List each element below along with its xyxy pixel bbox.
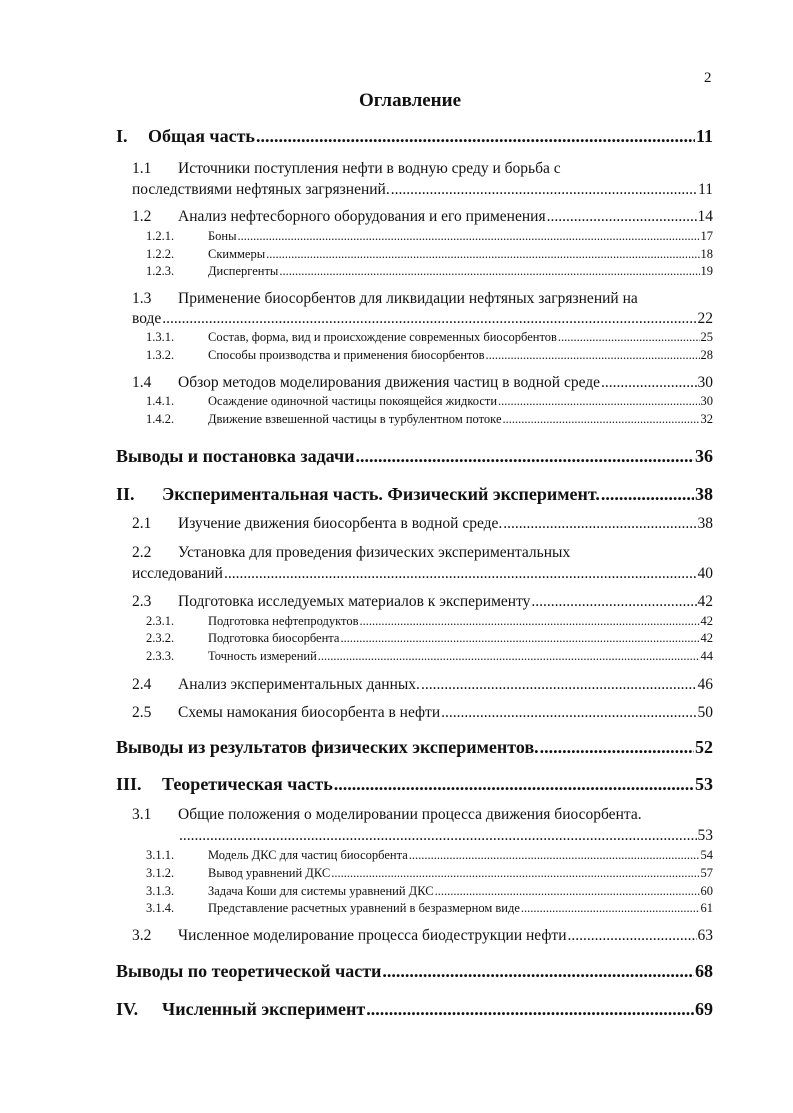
subsection-number: 2.3.2. [146,631,175,645]
subsection-number: 2.3.3. [146,649,175,663]
toc-chapter-1[interactable] [116,126,713,147]
toc-subsection-1-2-2[interactable] [146,247,713,262]
toc-subsection-1-2-3[interactable] [146,264,713,279]
conclusions-label: Выводы по теоретической части [116,961,382,981]
subsection-number: 1.4.2. [146,412,175,426]
toc-conclusions-2[interactable] [116,737,713,758]
subsection-label: Скиммеры [208,247,266,261]
dot-leader [409,848,700,863]
dot-leader [601,374,696,392]
page-ref: 61 [700,901,713,915]
page-ref: 42 [700,631,713,645]
page-ref: 19 [700,264,713,278]
dot-leader [340,631,699,646]
chapter-label: Общая часть [148,126,255,146]
subsection-label: Состав, форма, вид и происхождение современных биосорбентов [208,330,557,344]
conclusions-label: Выводы из результатов физических экспериментов. [116,737,539,757]
subsection-label: Подготовка нефтепродуктов [208,614,359,628]
subsection-label: Представление расчетных уравнений в безразмерном виде [208,901,520,915]
dot-leader [601,484,694,505]
section-number: 2.3 [132,593,152,610]
toc-subsection-1-4-2[interactable] [146,412,713,427]
toc-subsection-2-3-3[interactable] [146,649,713,664]
page-ref: 68 [695,961,713,981]
toc-section-2-3[interactable] [132,593,713,611]
dot-leader [568,927,697,945]
dot-leader [435,884,700,899]
page-ref: 53 [697,827,713,844]
subsection-label: Осаждение одиночной частицы покоящейся жидкости [208,394,498,408]
section-label: Численное моделирование процесса биодеструкции нефти [178,927,567,944]
page-ref: 38 [697,515,713,532]
section-label: Изучение движения биосорбента в водной среде. [178,515,503,532]
toc-subsection-3-1-4[interactable] [146,901,713,916]
chapter-label: Численный эксперимент [162,999,366,1019]
dot-leader [498,394,699,409]
page-ref: 44 [700,649,713,663]
toc-section-3-1-cont[interactable] [178,827,713,845]
page-ref: 54 [700,848,713,862]
toc-section-1-2[interactable] [132,208,713,226]
toc-section-3-2[interactable] [132,927,713,945]
chapter-number: I. [116,126,128,146]
subsection-number: 1.4.1. [146,394,175,408]
toc-subsection-1-3-1[interactable] [146,330,713,345]
toc-section-2-5[interactable] [132,704,713,722]
toc-subsection-2-3-1[interactable] [146,614,713,629]
page-ref: 46 [697,676,713,693]
chapter-label: Экспериментальная часть. Физический эксперимент. [162,484,600,504]
subsection-label: Точность измерений [208,649,317,663]
toc-section-1-4[interactable] [132,374,713,392]
page-ref: 53 [695,774,713,794]
page-ref: 25 [700,330,713,344]
dot-leader [441,704,696,722]
dot-leader [355,446,694,467]
subsection-number: 3.1.3. [146,884,175,898]
page-ref: 36 [695,446,713,466]
toc-chapter-2[interactable] [116,484,713,505]
subsection-number: 2.3.1. [146,614,175,628]
section-label-cont: последствиями нефтяных загрязнений. [132,181,390,198]
subsection-number: 3.1.2. [146,866,175,880]
section-label: Подготовка исследуемых материалов к эксперименту [178,593,531,610]
subsection-label: Задача Коши для системы уравнений ДКС [208,884,434,898]
section-number: 2.5 [132,704,152,721]
toc-chapter-3[interactable] [116,774,713,795]
page-ref: 18 [700,247,713,261]
subsection-label: Диспергенты [208,264,279,278]
toc-section-2-1[interactable] [132,515,713,533]
toc-section-2-4[interactable] [132,676,713,694]
dot-leader [334,774,694,795]
chapter-number: IV. [116,999,139,1019]
toc-subsection-3-1-3[interactable] [146,884,713,899]
dot-leader [256,126,695,147]
section-number: 1.4 [132,374,152,391]
page-ref: 22 [697,310,713,327]
dot-leader [238,229,700,244]
page-ref: 52 [695,737,713,757]
page-ref: 38 [695,484,713,504]
section-number: 1.1 [132,160,152,177]
toc-section-2-2-cont[interactable] [132,565,713,583]
dot-leader [318,649,700,664]
page-ref: 42 [697,593,713,610]
section-number: 2.2 [132,544,152,561]
page-ref: 28 [700,348,713,362]
toc-subsection-3-1-2[interactable] [146,866,713,881]
page-ref: 40 [697,565,713,582]
section-label: Анализ экспериментальных данных. [178,676,420,693]
toc-subsection-1-4-1[interactable] [146,394,713,409]
section-label: Применение биосорбентов для ликвидации нефтяных загрязнений на [178,290,638,307]
subsection-label: Боны [208,229,237,243]
page-ref: 11 [695,126,713,146]
dot-leader [547,208,697,226]
dot-leader [503,515,696,533]
toc-section-2-2[interactable] [132,544,570,562]
section-label: Схемы намокания биосорбента в нефти [178,704,441,721]
chapter-label: Теоретическая часть [162,774,333,794]
dot-leader [224,565,697,583]
page-ref: 57 [700,866,713,880]
dot-leader [391,181,697,199]
toc-section-1-3[interactable] [132,290,638,308]
toc-section-1-1-cont[interactable] [132,181,713,199]
page-ref: 60 [700,884,713,898]
page-number: 2 [704,70,712,86]
section-label-cont: исследований [132,565,223,582]
dot-leader [382,961,694,982]
subsection-label: Движение взвешенной частицы в турбулентном потоке [208,412,502,426]
dot-leader [179,827,697,845]
section-label: Обзор методов моделирования движения частиц в водной среде [178,374,601,391]
dot-leader [486,348,700,363]
section-number: 2.4 [132,676,152,693]
section-number: 3.1 [132,806,152,823]
subsection-number: 1.2.1. [146,229,175,243]
dot-leader [540,737,694,758]
page-ref: 30 [700,394,713,408]
toc-subsection-2-3-2[interactable] [146,631,713,646]
dot-leader [521,901,700,916]
subsection-number: 1.3.1. [146,330,175,344]
subsection-label: Способы производства и применения биосорбентов [208,348,485,362]
toc-chapter-4[interactable] [116,999,713,1020]
dot-leader [359,614,699,629]
subsection-number: 1.2.3. [146,264,175,278]
section-number: 1.2 [132,208,152,225]
dot-leader [366,999,694,1020]
conclusions-label: Выводы и постановка задачи [116,446,355,466]
page-ref: 14 [697,208,713,225]
toc-section-1-1[interactable] [132,160,561,178]
toc-subsection-1-2-1[interactable] [146,229,713,244]
section-number: 1.3 [132,290,152,307]
dot-leader [503,412,700,427]
page-ref: 42 [700,614,713,628]
toc-subsection-1-3-2[interactable] [146,348,713,363]
chapter-number: II. [116,484,135,504]
dot-leader [279,264,699,279]
section-number: 2.1 [132,515,152,532]
page-ref: 63 [697,927,713,944]
dot-leader [531,593,696,611]
page-ref: 32 [700,412,713,426]
toc-conclusions-1[interactable] [116,446,713,467]
page-ref: 11 [698,181,713,198]
dot-leader [331,866,699,881]
section-label: Общие положения о моделировании процесса движения биосорбента. [178,806,642,823]
dot-leader [266,247,699,262]
section-label: Источники поступления нефти в водную среду и борьба с [178,160,561,177]
subsection-number: 1.2.2. [146,247,175,261]
subsection-label: Вывод уравнений ДКС [208,866,331,880]
page-ref: 50 [697,704,713,721]
toc-section-3-1[interactable] [132,806,642,824]
page-ref: 69 [695,999,713,1019]
subsection-number: 3.1.1. [146,848,175,862]
dot-leader [162,310,696,328]
subsection-number: 1.3.2. [146,348,175,362]
subsection-label: Подготовка биосорбента [208,631,340,645]
subsection-number: 3.1.4. [146,901,175,915]
toc-title: Оглавление [358,90,462,111]
section-number: 3.2 [132,927,152,944]
section-label-cont: воде [132,310,162,327]
toc-conclusions-3[interactable] [116,961,713,982]
subsection-label: Модель ДКС для частиц биосорбента [208,848,408,862]
chapter-number: III. [116,774,142,794]
toc-subsection-3-1-1[interactable] [146,848,713,863]
section-label: Установка для проведения физических экспериментальных [178,544,571,561]
dot-leader [421,676,697,694]
page-ref: 17 [700,229,713,243]
dot-leader [558,330,700,345]
page-ref: 30 [697,374,713,391]
toc-section-1-3-cont[interactable] [132,310,713,328]
section-label: Анализ нефтесборного оборудования и его применения [178,208,546,225]
